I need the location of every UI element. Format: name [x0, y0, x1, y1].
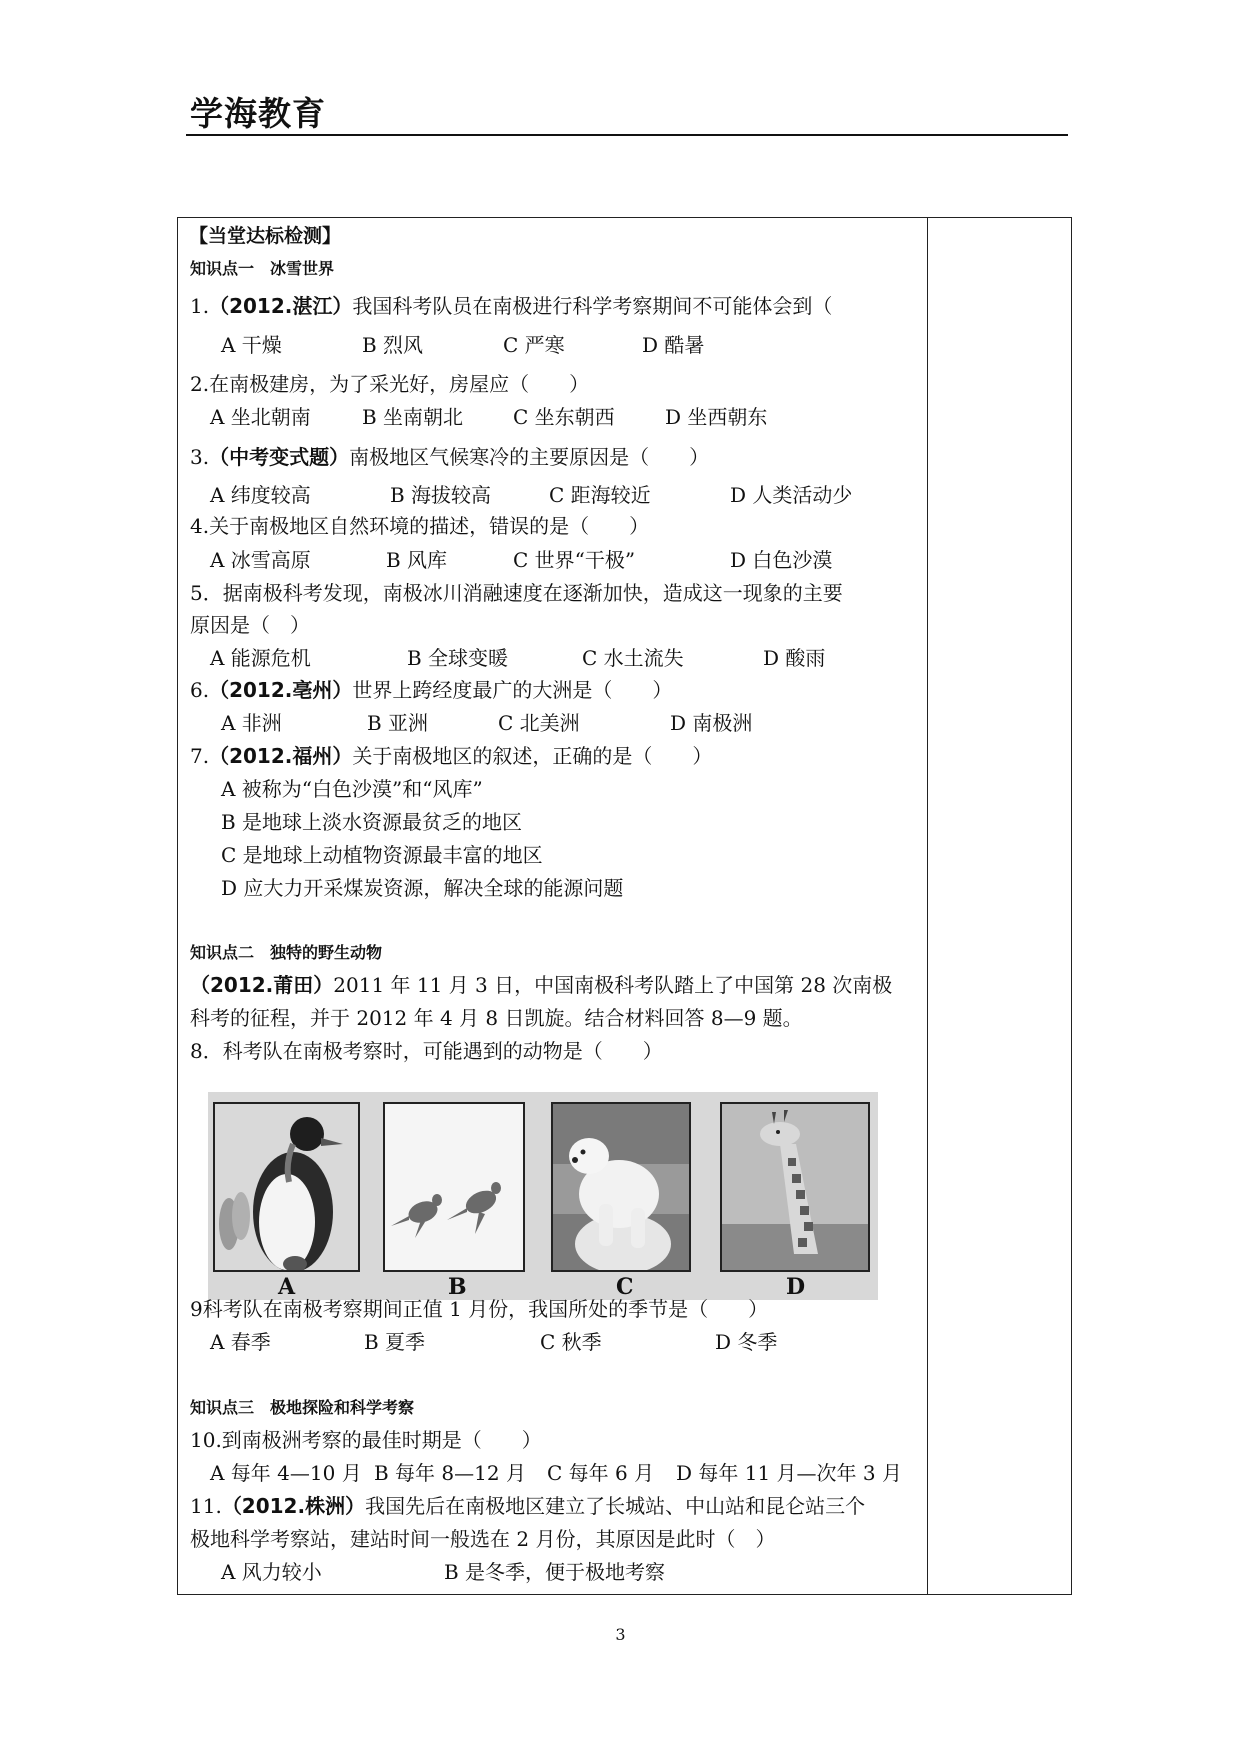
header-title: 学海教育	[190, 94, 326, 133]
option-b: B 是冬季，便于极地考察	[444, 1560, 666, 1584]
option-b: B 夏季	[364, 1330, 426, 1354]
question-number: 11.	[190, 1494, 222, 1518]
question-9: 9科考队在南极考察期间正值 1 月份，我国所处的季节是（ ）	[190, 1297, 769, 1321]
question-5-line-2: 原因是（ ）	[190, 613, 310, 637]
question-4: 4.关于南极地区自然环境的描述，错误的是（ ）	[190, 514, 650, 538]
knowledge-point-1-title: 知识点一 冰雪世界	[190, 259, 335, 278]
question-11-line-2: 极地科学考察站，建站时间一般选在 2 月份，其原因是此时（ ）	[190, 1527, 776, 1551]
option-c: C 严寒	[503, 333, 565, 357]
giraffe-photo	[720, 1102, 870, 1272]
animal-photos-image	[208, 1092, 878, 1300]
question-source: （2012.福州）	[209, 744, 353, 768]
polar-bear-photo	[551, 1102, 691, 1272]
option-c: C 北美洲	[498, 711, 580, 735]
question-number: 1.	[190, 294, 210, 318]
option-d: D 白色沙漠	[730, 548, 833, 572]
option-d: D 冬季	[715, 1330, 778, 1354]
option-a: A 非洲	[221, 711, 282, 735]
question-3	[190, 445, 709, 469]
option-b: B 每年 8—12 月	[374, 1461, 526, 1485]
table-column-divider	[927, 217, 928, 1595]
option-b: B 烈风	[362, 333, 424, 357]
option-d: D 酸雨	[763, 646, 826, 670]
content-table	[177, 217, 1072, 1595]
option-d: D 酷暑	[642, 333, 705, 357]
option-b: B 风库	[386, 548, 448, 572]
question-text: 我国科考队员在南极进行科学考察期间不可能体会到（	[352, 294, 833, 318]
material-intro-line-2: 科考的征程，并于 2012 年 4 月 8 日凯旋。结合材料回答 8—9 题。	[190, 1006, 803, 1030]
question-7	[190, 744, 712, 768]
option-c: C 距海较近	[549, 483, 651, 507]
option-b: B 海拔较高	[390, 483, 492, 507]
header-rule	[186, 134, 1068, 136]
option-c: C 世界“干极”	[513, 548, 636, 572]
option-b: B 坐南朝北	[362, 405, 464, 429]
option-a: A 坐北朝南	[210, 405, 311, 429]
image-label-d: D	[786, 1274, 806, 1300]
option-b: B 是地球上淡水资源最贫乏的地区	[221, 810, 523, 834]
image-label-c: C	[616, 1274, 634, 1300]
penguin-photo	[213, 1102, 360, 1272]
option-a: A 能源危机	[210, 646, 311, 670]
material-intro-line-1	[190, 973, 892, 997]
question-6	[190, 678, 672, 702]
question-text: 南极地区气候寒冷的主要原因是（ ）	[349, 445, 710, 469]
material-source: （2012.莆田）	[190, 973, 334, 997]
option-a: A 干燥	[221, 333, 282, 357]
question-source: （2012.亳州）	[209, 678, 353, 702]
option-a: A 风力较小	[221, 1560, 322, 1584]
option-d: D 每年 11 月—次年 3 月	[676, 1461, 902, 1485]
option-d: D 应大力开采煤炭资源，解决全球的能源问题	[221, 876, 624, 900]
image-label-a: A	[278, 1274, 296, 1300]
option-c: C 坐东朝西	[513, 405, 615, 429]
option-d: D 坐西朝东	[665, 405, 768, 429]
question-10: 10.到南极洲考察的最佳时期是（ ）	[190, 1428, 542, 1452]
option-c: C 是地球上动植物资源最丰富的地区	[221, 843, 543, 867]
option-c: C 秋季	[540, 1330, 602, 1354]
option-d: D 人类活动少	[730, 483, 853, 507]
kangaroo-photo	[383, 1102, 525, 1272]
question-8: 8．科考队在南极考察时，可能遇到的动物是（ ）	[190, 1039, 663, 1063]
knowledge-point-2-title: 知识点二 独特的野生动物	[190, 943, 383, 962]
page-number: 3	[615, 1625, 626, 1644]
question-source: （中考变式题）	[209, 445, 350, 469]
question-text: 我国先后在南极地区建立了长城站、中山站和昆仑站三个	[365, 1494, 866, 1518]
question-1	[190, 294, 832, 318]
image-label-b: B	[448, 1274, 467, 1300]
option-a: A 每年 4—10 月	[210, 1461, 362, 1485]
question-11-line-1	[190, 1494, 865, 1518]
question-number: 7.	[190, 744, 210, 768]
option-a: A 纬度较高	[210, 483, 311, 507]
knowledge-point-3-title: 知识点三 极地探险和科学考察	[190, 1398, 415, 1417]
question-source: （2012.株洲）	[221, 1494, 366, 1518]
question-source: （2012.湛江）	[209, 294, 353, 318]
option-d: D 南极洲	[670, 711, 753, 735]
question-2: 2.在南极建房，为了采光好，房屋应（ ）	[190, 372, 590, 396]
section-title: 【当堂达标检测】	[189, 225, 342, 247]
option-b: B 亚洲	[367, 711, 429, 735]
question-number: 6.	[190, 678, 210, 702]
question-text: 世界上跨经度最广的大洲是（ ）	[352, 678, 673, 702]
question-5-line-1: 5．据南极科考发现，南极冰川消融速度在逐渐加快，造成这一现象的主要	[190, 581, 843, 605]
option-a: A 春季	[210, 1330, 271, 1354]
option-c: C 每年 6 月	[547, 1461, 655, 1485]
option-b: B 全球变暖	[407, 646, 509, 670]
option-a: A 冰雪高原	[210, 548, 311, 572]
option-c: C 水土流失	[582, 646, 684, 670]
question-number: 3.	[190, 445, 210, 469]
question-text: 关于南极地区的叙述，正确的是（ ）	[352, 744, 713, 768]
material-text: 2011 年 11 月 3 日，中国南极科考队踏上了中国第 28 次南极	[333, 973, 893, 997]
option-a: A 被称为“白色沙漠”和“风库”	[221, 777, 483, 801]
